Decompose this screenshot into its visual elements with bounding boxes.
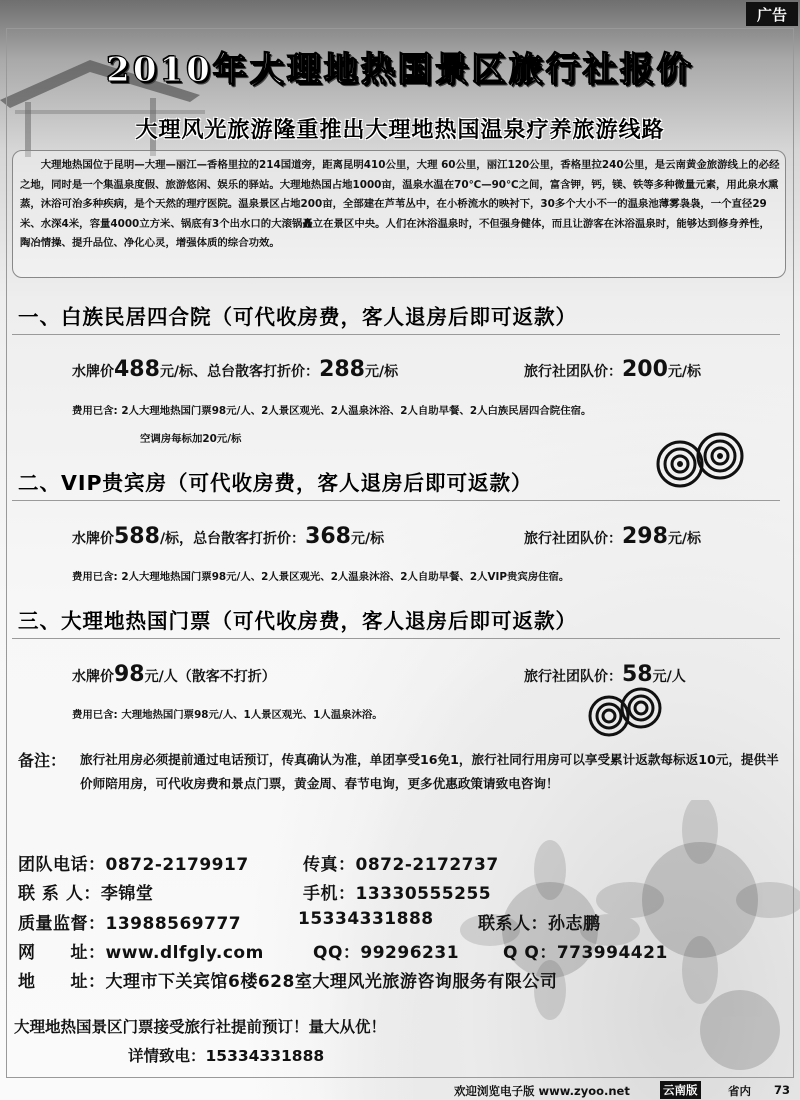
price-row-vip (72, 521, 772, 549)
price-group: 298 (622, 524, 668, 549)
quality-hotline: 质量监督：13988569777 (18, 914, 242, 934)
section-divider (12, 500, 780, 501)
section-title-courtyard: 一、白族民居四合院（可代收房费，客人退房后即可返款） (18, 305, 577, 329)
price-row-courtyard (72, 354, 772, 382)
region-label: 省内 (728, 1084, 751, 1098)
section-divider (12, 638, 780, 639)
price-list: 488 (114, 357, 160, 382)
price-unit: 元/标 (667, 531, 702, 547)
qq-number-2: Q Q：773994421 (503, 943, 668, 963)
price-group: 58 (622, 662, 653, 687)
ad-tag: 广告 (746, 2, 798, 26)
sub-title: 大理风光旅游隆重推出大理地热国温泉疗养旅游线路 (135, 118, 665, 143)
price-unit: /标， (159, 531, 194, 547)
page-footer (0, 1080, 800, 1100)
main-title: 2010年大理地热国景区旅行社报价 (106, 50, 694, 90)
price-unit: 元/标 (667, 364, 702, 380)
price-unit: 元/人（散客不打折） (144, 669, 276, 685)
price-unit: 元/标 (365, 364, 399, 380)
promo-booking: 大理地热国景区门票接受旅行社提前预订！量大从优！ (14, 1018, 387, 1036)
note-text: 旅行社用房必须提前通过电话预订，传真确认为准，单团享受16免1，旅行社同行用房可以享受累计返款每标返10元，提供半价师陪用房，可代收房费和景点门票，黄金周、春节电询，更多优惠政策请致电咨询！ (80, 752, 779, 791)
price-discount: 288 (319, 357, 365, 382)
fee-included-vip: 费用已含: 2人大理地热国门票98元/人、2人景区观光、2人温泉沐浴、2人自助早餐、2人VIP贵宾房住宿。 (72, 571, 570, 583)
price-row-ticket (72, 659, 772, 687)
intro-paragraph: 大理地热国位于昆明—大理—丽江—香格里拉的214国道旁，距离昆明410公里，大理 60公里，丽江120公里，香格里拉240公里，是云南黄金旅游线上的必经之地，同时是一个集温泉度假、旅游悠闲、娱乐的驿站。大理地热国占地1000亩，温泉水温在70℃—90℃之间，富含钾，钙，镁、铁等多种微量元素，用此泉水熏蒸，沐浴可治多种疾病，是个天然的理疗医院。温泉景区占地200亩，全部建在芦苇丛中，在小桥流水的映衬下，30多个大小不一的温泉池薄雾袅袅，一个直径29米、水深4米，容量4000立方米、锅底有3个出水口的大滚锅矗立在景区中央。人们在沐浴温泉时，不但强身健体，而且让游客在沐浴温泉时，能够达到修身养性，陶冶情操、提升品位、净化心灵，增强体质的综合功效。 (20, 159, 780, 249)
price-label: 水牌价 (72, 669, 114, 685)
fee-included-courtyard: 费用已含: 2人大理地热国门票98元/人、2人景区观光、2人温泉沐浴、2人自助早餐、2人白族民居四合院住宿。 (72, 405, 592, 417)
price-label: 总台散客打折价： (193, 531, 306, 547)
concentric-circles-icon (585, 680, 665, 740)
fax-number: 传真：0872-2172737 (303, 855, 499, 875)
fee-included-ticket: 费用已含: 大理地热国门票98元/人、1人景区观光、1人温泉沐浴。 (72, 709, 383, 721)
promo-hotline: 详情致电：15334331888 (128, 1047, 325, 1065)
section-divider (12, 334, 780, 335)
website-link[interactable]: 网 址：www.dlfgly.com (18, 943, 264, 963)
qq-number-1: QQ：99296231 (313, 943, 460, 963)
price-unit: 元/人 (652, 669, 686, 685)
address: 地 址：大理市下关宾馆6楼628室大理风光旅游咨询服务有限公司 (18, 972, 558, 992)
edition-badge: 云南版 (660, 1081, 701, 1099)
team-phone: 团队电话：0872-2179917 (18, 855, 249, 875)
mobile-number: 手机：13330555255 (303, 884, 492, 904)
page-number: 73 (774, 1083, 791, 1097)
aircon-surcharge: 空调房每标加20元/标 (140, 433, 242, 445)
price-unit: 元/标 (351, 531, 385, 547)
section-title-vip: 二、VIP贵宾房（可代收房费，客人退房后即可返款） (18, 471, 533, 495)
price-discount: 368 (305, 524, 351, 549)
quality-contact: 联系人：孙志鹏 (478, 914, 601, 934)
concentric-circles-icon (650, 420, 750, 490)
price-list: 98 (114, 662, 145, 687)
price-label: 水牌价 (72, 531, 114, 547)
price-group: 200 (622, 357, 668, 382)
price-unit: 元/标、 (159, 364, 208, 380)
contact-person: 联 系 人：李锦堂 (18, 884, 154, 904)
price-list: 588 (114, 524, 160, 549)
price-label: 旅行社团队价： (524, 531, 622, 547)
price-label: 总台散客打折价： (207, 364, 320, 380)
price-label: 水牌价 (72, 364, 114, 380)
section-title-ticket: 三、大理地热国门票（可代收房费，客人退房后即可返款） (18, 609, 577, 633)
price-label: 旅行社团队价： (524, 364, 622, 380)
quality-hotline-2: 15334331888 (298, 909, 434, 929)
note-label: 备注： (18, 751, 67, 770)
price-label: 旅行社团队价： (524, 669, 622, 685)
footer-website[interactable]: 欢迎浏览电子版 www.zyoo.net (454, 1084, 630, 1098)
